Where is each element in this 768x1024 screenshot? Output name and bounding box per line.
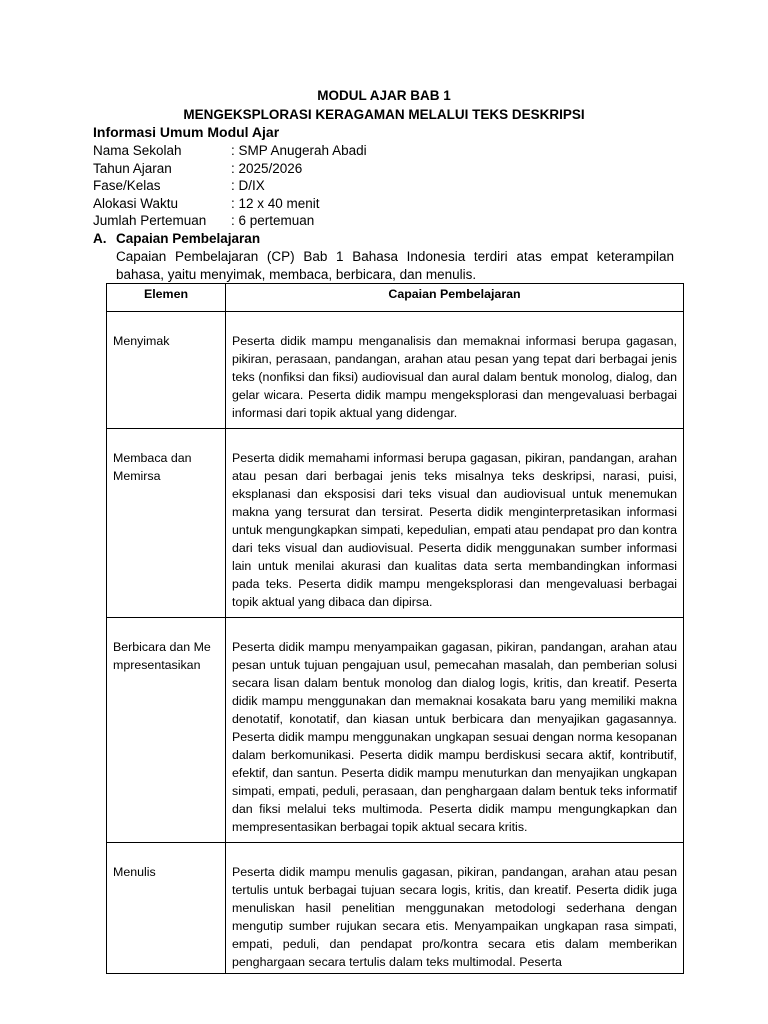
info-row-meetings <box>93 213 693 231</box>
info-label: Fase/Kelas <box>93 178 161 193</box>
info-label: Jumlah Pertemuan <box>93 213 207 228</box>
section-a-number: A. <box>93 231 107 246</box>
info-value: : SMP Anugerah Abadi <box>231 143 367 158</box>
element-cell: Berbicara dan Mempresentasikan <box>107 618 226 843</box>
info-value: : 6 pertemuan <box>231 213 315 228</box>
outcome-text: Peserta didik mampu menulis gagasan, pikiran, pandangan, arahan atau pesan tertulis untuk berbagai tujuan secara logis, kritis, dan kreatif. Peserta didik juga menuliskan hasil penelitian menggunakan metodologi sederhana dengan mengutip sumber rujukan secara etis. Menyampaikan ungkapan rasa simpati, empati, peduli, dan pendapat pro/kontra secara etis dalam memberikan penghargaan secara tertulis dalam teks multimodal. Peserta <box>232 865 677 969</box>
column-header-outcome: Capaian Pembelajaran <box>226 284 684 312</box>
info-value: : D/IX <box>231 178 265 193</box>
section-a-title: Capaian Pembelajaran <box>116 231 261 246</box>
info-row-school <box>93 143 693 161</box>
info-section-heading: Informasi Umum Modul Ajar <box>93 124 280 140</box>
document-title: MODUL AJAR BAB 1 <box>317 88 451 103</box>
info-label: Tahun Ajaran <box>93 161 172 176</box>
info-value: : 12 x 40 menit <box>231 196 320 211</box>
info-row-year <box>93 161 693 179</box>
table-row <box>107 843 684 974</box>
info-value: : 2025/2026 <box>231 161 303 176</box>
section-a-intro: Capaian Pembelajaran (CP) Bab 1 Bahasa Indonesia terdiri atas empat keterampilan bahasa, yaitu menyimak, membaca, berbicara, dan menulis. <box>116 249 674 282</box>
info-row-phase <box>93 178 693 196</box>
element-cell: Menyimak <box>107 312 226 429</box>
element-cell: Menulis <box>107 843 226 974</box>
outcome-cell: Peserta didik mampu menganalisis dan memaknai informasi berupa gagasan, pikiran, perasaan, pandangan, arahan atau pesan yang tepat dari berbagai jenis teks (nonfiksi dan fiksi) audiovisual dan aural dalam bentuk monolog, dialog, dan gelar wicara. Peserta didik mampu mengeksplorasi dan mengevaluasi berbagai informasi dari topik aktual yang didengar. <box>226 312 684 429</box>
info-label: Alokasi Waktu <box>93 196 179 211</box>
column-header-element: Elemen <box>107 284 226 312</box>
outcome-cell: Peserta didik mampu menyampaikan gagasan, pikiran, pandangan, arahan atau pesan untuk tujuan pengajuan usul, pemecahan masalah, dan pemberian solusi secara lisan dalam bentuk monolog dan dialog logis, kritis, dan kreatif. Peserta didik mampu menggunakan dan memaknai kosakata baru yang memiliki makna denotatif, konotatif, dan kiasan untuk berbicara dan menyajikan gagasannya. Peserta didik mampu menggunakan ungkapan sesuai dengan norma kesopanan dalam berkomunikasi. Peserta didik mampu berdiskusi secara aktif, kontributif, efektif, dan santun. Peserta didik mampu menuturkan dan menyajikan ungkapan simpati, empati, peduli, perasaan, dan penghargaan dalam bentuk teks informatif dan fiksi melalui teks multimoda. Peserta didik mampu mengungkapkan dan mempresentasikan berbagai topik aktual secara kritis. <box>226 618 684 843</box>
outcome-cell: Peserta didik memahami informasi berupa gagasan, pikiran, pandangan, arahan atau pesan dari berbagai jenis teks misalnya teks deskripsi, narasi, puisi, eksplanasi dan eksposisi dari teks visual dan audiovisual untuk menemukan makna yang tersurat dan tersirat. Peserta didik menginterpretasikan informasi untuk mengungkapkan simpati, kepedulian, empati atau pendapat pro dan kontra dari teks visual dan audiovisual. Peserta didik menggunakan sumber informasi lain untuk menilai akurasi dan kualitas data serta membandingkan informasi pada teks. Peserta didik mampu mengeksplorasi dan mengevaluasi berbagai topik aktual yang dibaca dan dipirsa. <box>226 429 684 618</box>
document-subtitle: MENGEKSPLORASI KERAGAMAN MELALUI TEKS DESKRIPSI <box>183 107 585 122</box>
learning-outcomes-table <box>106 283 684 974</box>
info-row-time <box>93 196 693 214</box>
element-cell: Membaca dan Memirsa <box>107 429 226 618</box>
table-header-row <box>107 284 684 312</box>
outcome-cell-clipped <box>226 843 684 974</box>
section-a-heading <box>93 231 260 246</box>
info-label: Nama Sekolah <box>93 143 182 158</box>
table-row <box>107 429 684 618</box>
table-row <box>107 618 684 843</box>
table-row <box>107 312 684 429</box>
